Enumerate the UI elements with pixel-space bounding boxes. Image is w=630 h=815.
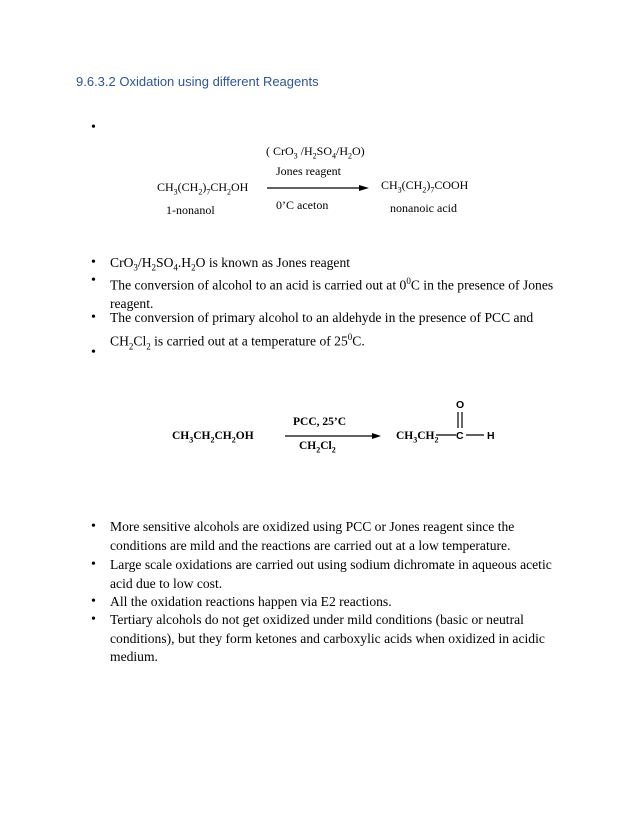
bullet-marker: •: [91, 612, 96, 627]
bullet-marker: •: [91, 273, 96, 288]
bullet-marker-empty: •: [91, 120, 96, 135]
bullet-marker: •: [91, 310, 96, 325]
section-heading: 9.6.3.2 Oxidation using different Reagents: [76, 74, 319, 89]
reagent-formula: ( CrO$_3$ $/H_2SO_4/H_2O$): [266, 144, 365, 161]
bullet-sensitive-alcohols: More sensitive alcohols are oxidized using PCC or Jones reagent since the conditions are mild and the reactions are carried out at a low temperature.: [110, 519, 515, 553]
pcc-reagent-bottom: $CH_2Cl_2$: [299, 440, 336, 455]
pcc-reagent-top: PCC, 25’C: [293, 416, 347, 428]
bullet-alcohol-to-aldehyde: The conversion of primary alcohol to an aldehyde in the presence of PCC and $CH_2Cl_2$ is carried out at a temperature of $25^0C$.: [110, 310, 534, 351]
bullet-tertiary-alcohols: Tertiary alcohols do not get oxidized under mild conditions (basic or neutral conditions), but they form ketones and carboxylic acids when oxidized in acidic medium.: [110, 612, 545, 664]
product-formula: $CH_3(CH_2)_7COOH$: [381, 178, 469, 195]
reaction-arrow: [267, 183, 369, 193]
bullet-marker: •: [91, 519, 96, 534]
aldehyde-hydrogen: H: [487, 430, 495, 442]
bullet-large-scale: Large scale oxidations are carried out using sodium dichromate in aqueous acetic acid due to low cost.: [110, 557, 552, 591]
reactant-formula: $CH_3(CH_2)_7CH_2OH$: [157, 180, 249, 197]
bullet-e2-reactions: All the oxidation reactions happen via E2 reactions.: [110, 594, 392, 609]
product-name: nonanoic acid: [390, 201, 457, 215]
bullet-marker-empty: •: [91, 345, 96, 360]
pcc-reactant: $CH_3CH_2CH_2OH$: [172, 430, 254, 445]
carbonyl-carbon: C: [456, 430, 464, 442]
reactant-name: 1-nonanol: [166, 203, 215, 217]
reagent-name: Jones reagent: [276, 164, 341, 178]
carbonyl-oxygen: O: [456, 399, 465, 411]
bullet-marker: •: [91, 557, 96, 572]
bullet-jones-reagent: $CrO_3/H_2SO_4.H_2O$ is known as Jones reagent: [110, 255, 351, 273]
bullet-alcohol-to-acid: The conversion of alcohol to an acid is carried out at $0^0C$ in the presence of Jones reagent.: [110, 276, 554, 312]
bullet-marker: •: [91, 594, 96, 609]
reaction-conditions: 0’C aceton: [276, 198, 329, 212]
bullet-marker: •: [91, 255, 96, 270]
pcc-product-prefix: $CH_3CH_2$: [396, 430, 439, 445]
